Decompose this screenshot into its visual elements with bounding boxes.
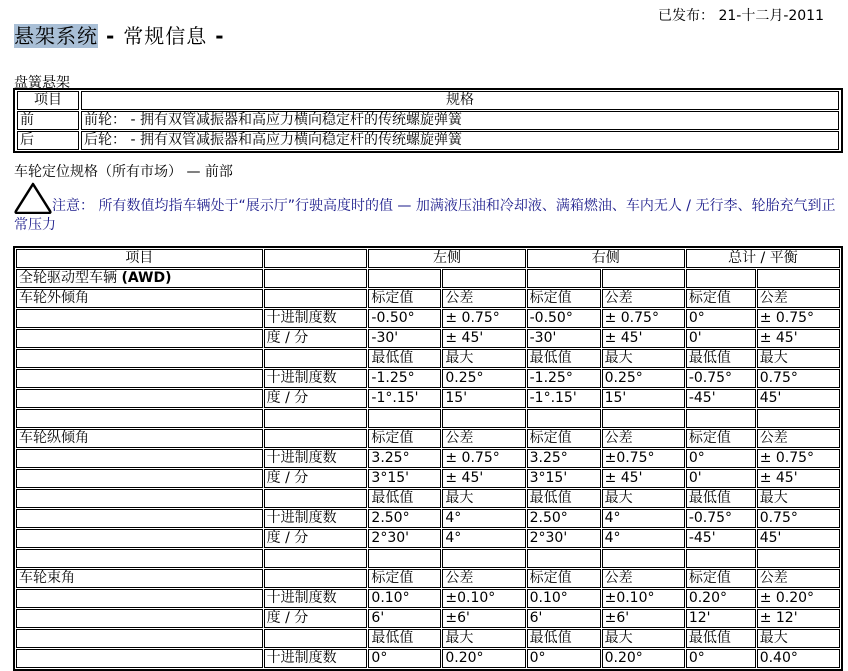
alignment-cell: 0.20° xyxy=(602,649,685,668)
alignment-cell: 公差 xyxy=(757,569,840,588)
alignment-cell: 2°30' xyxy=(368,529,441,548)
alignment-cell: -0.75° xyxy=(686,509,756,528)
awd-row xyxy=(16,269,840,288)
alignment-cell xyxy=(527,409,601,428)
alignment-cell xyxy=(757,549,840,568)
alignment-cell: 公差 xyxy=(757,429,840,448)
alignment-cell: ± 45' xyxy=(602,329,685,348)
title-main: 常规信息 xyxy=(123,24,208,48)
alignment-row xyxy=(16,469,840,488)
alignment-cell: 最大 xyxy=(442,489,525,508)
alignment-header-row xyxy=(16,249,840,268)
alignment-cell xyxy=(16,549,263,568)
alignment-section-heading: 车轮定位规格（所有市场） — 前部 xyxy=(14,164,233,180)
alignment-cell: 最低值 xyxy=(368,349,441,368)
alignment-row xyxy=(16,489,840,508)
spring-row-rear xyxy=(17,131,839,150)
alignment-cell: 0.40° xyxy=(757,649,840,668)
alignment-cell: 十进制度数 xyxy=(264,589,368,608)
alignment-cell: 公差 xyxy=(442,289,525,308)
alignment-cell: 车轮纵倾角 xyxy=(16,429,263,448)
col-blank xyxy=(264,249,368,268)
alignment-cell: 0° xyxy=(686,449,756,468)
alignment-cell: 4° xyxy=(602,529,685,548)
alignment-cell: 标定值 xyxy=(368,429,441,448)
alignment-cell xyxy=(16,409,263,428)
empty-cell xyxy=(602,269,685,288)
alignment-cell: 标定值 xyxy=(686,569,756,588)
alignment-note xyxy=(14,182,844,235)
alignment-cell: 0° xyxy=(527,649,601,668)
alignment-cell: ± 45' xyxy=(757,469,840,488)
alignment-cell: 6' xyxy=(527,609,601,628)
spring-item: 后 xyxy=(17,131,79,150)
alignment-cell: -0.50° xyxy=(368,309,441,328)
alignment-cell xyxy=(264,409,368,428)
alignment-cell: 最低值 xyxy=(686,629,756,648)
alignment-row xyxy=(16,649,840,668)
alignment-cell xyxy=(16,389,263,408)
alignment-cell xyxy=(527,549,601,568)
spring-row-front xyxy=(17,111,839,130)
alignment-cell: -45' xyxy=(686,389,756,408)
published-date: 已发布： 21-十二月-2011 xyxy=(658,8,824,24)
alignment-cell: 十进制度数 xyxy=(264,449,368,468)
title-highlight: 悬架系统 xyxy=(14,24,98,48)
alignment-cell: 公差 xyxy=(442,569,525,588)
alignment-cell xyxy=(264,629,368,648)
alignment-cell xyxy=(264,489,368,508)
alignment-cell: -30' xyxy=(368,329,441,348)
alignment-cell: 0.10° xyxy=(527,589,601,608)
alignment-cell: 公差 xyxy=(602,429,685,448)
alignment-cell: ±0.10° xyxy=(602,589,685,608)
alignment-cell: ± 12' xyxy=(757,609,840,628)
alignment-cell xyxy=(16,329,263,348)
alignment-cell: ± 45' xyxy=(442,329,525,348)
empty-cell xyxy=(368,269,441,288)
alignment-row xyxy=(16,349,840,368)
empty-cell xyxy=(527,269,601,288)
empty-cell xyxy=(264,269,368,288)
alignment-cell: 0.10° xyxy=(368,589,441,608)
alignment-cell xyxy=(368,409,441,428)
alignment-row xyxy=(16,309,840,328)
alignment-cell xyxy=(16,649,263,668)
alignment-cell: 标定值 xyxy=(527,289,601,308)
alignment-cell: ± 0.75° xyxy=(602,309,685,328)
col-item: 项目 xyxy=(16,249,263,268)
title-separator: - xyxy=(98,24,124,48)
alignment-cell: 0.25° xyxy=(602,369,685,388)
alignment-cell: 12' xyxy=(686,609,756,628)
alignment-cell: 最低值 xyxy=(368,629,441,648)
empty-cell xyxy=(442,269,525,288)
alignment-cell xyxy=(264,349,368,368)
alignment-cell: 车轮束角 xyxy=(16,569,263,588)
alignment-cell: 0° xyxy=(686,649,756,668)
alignment-cell: 3°15' xyxy=(368,469,441,488)
alignment-cell: 0.75° xyxy=(757,509,840,528)
alignment-cell: ± 0.20° xyxy=(757,589,840,608)
alignment-cell: 度 / 分 xyxy=(264,469,368,488)
alignment-cell: -1.25° xyxy=(368,369,441,388)
spring-table xyxy=(13,88,843,153)
alignment-cell: 标定值 xyxy=(686,289,756,308)
alignment-cell: 3.25° xyxy=(527,449,601,468)
alignment-cell: 2°30' xyxy=(527,529,601,548)
alignment-cell: 6' xyxy=(368,609,441,628)
alignment-cell: 2.50° xyxy=(527,509,601,528)
alignment-cell: 4° xyxy=(602,509,685,528)
alignment-cell xyxy=(16,589,263,608)
alignment-cell xyxy=(602,409,685,428)
alignment-cell: 公差 xyxy=(757,289,840,308)
alignment-row xyxy=(16,429,840,448)
alignment-cell: -0.50° xyxy=(527,309,601,328)
alignment-cell: 标定值 xyxy=(527,429,601,448)
alignment-row xyxy=(16,569,840,588)
alignment-cell: 最大 xyxy=(757,629,840,648)
col-left: 左侧 xyxy=(368,249,525,268)
col-total: 总计 / 平衡 xyxy=(686,249,840,268)
alignment-cell: -1.25° xyxy=(527,369,601,388)
alignment-cell: -1°.15' xyxy=(527,389,601,408)
alignment-cell: ± 45' xyxy=(602,469,685,488)
alignment-cell: 最低值 xyxy=(527,629,601,648)
alignment-cell xyxy=(16,609,263,628)
page-title xyxy=(14,20,225,49)
alignment-row xyxy=(16,589,840,608)
alignment-cell: 15' xyxy=(602,389,685,408)
alignment-cell xyxy=(442,409,525,428)
alignment-cell: 0' xyxy=(686,469,756,488)
alignment-cell: 度 / 分 xyxy=(264,329,368,348)
alignment-cell: 十进制度数 xyxy=(264,309,368,328)
alignment-cell: ± 0.75° xyxy=(757,309,840,328)
alignment-row xyxy=(16,369,840,388)
alignment-cell xyxy=(16,349,263,368)
alignment-row xyxy=(16,389,840,408)
alignment-cell xyxy=(264,569,368,588)
alignment-cell: 最大 xyxy=(442,349,525,368)
alignment-cell: 十进制度数 xyxy=(264,369,368,388)
alignment-cell xyxy=(686,409,756,428)
alignment-cell: 最低值 xyxy=(686,349,756,368)
alignment-cell: 3°15' xyxy=(527,469,601,488)
alignment-cell xyxy=(264,429,368,448)
alignment-row xyxy=(16,509,840,528)
awd-label xyxy=(16,269,263,288)
alignment-cell: 0.20° xyxy=(686,589,756,608)
spring-col-spec: 规格 xyxy=(81,91,839,110)
spring-section-heading: 盘簧悬架 xyxy=(14,75,70,91)
alignment-cell: 最大 xyxy=(442,629,525,648)
alignment-cell: 0.75° xyxy=(757,369,840,388)
alignment-cell: 最低值 xyxy=(527,489,601,508)
alignment-cell: ± 0.75° xyxy=(757,449,840,468)
alignment-cell: 标定值 xyxy=(368,569,441,588)
alignment-cell: 最大 xyxy=(602,489,685,508)
alignment-cell xyxy=(602,549,685,568)
alignment-cell: 十进制度数 xyxy=(264,509,368,528)
alignment-cell: 度 / 分 xyxy=(264,529,368,548)
alignment-cell: 最低值 xyxy=(686,489,756,508)
alignment-cell xyxy=(264,549,368,568)
alignment-cell xyxy=(16,509,263,528)
alignment-cell xyxy=(264,289,368,308)
awd-label-bold: (AWD) xyxy=(121,270,172,286)
awd-label-text: 全轮驱动型车辆 xyxy=(19,270,122,286)
alignment-cell xyxy=(368,549,441,568)
alignment-cell: 2.50° xyxy=(368,509,441,528)
alignment-cell: ±0.75° xyxy=(602,449,685,468)
alignment-cell: ± 45' xyxy=(757,329,840,348)
alignment-cell xyxy=(16,469,263,488)
alignment-cell: 标定值 xyxy=(368,289,441,308)
alignment-cell: 标定值 xyxy=(686,429,756,448)
title-separator-end: - xyxy=(207,24,225,48)
alignment-cell: 0° xyxy=(686,309,756,328)
alignment-cell xyxy=(16,309,263,328)
alignment-cell: ± 0.75° xyxy=(442,309,525,328)
spring-table-header xyxy=(17,91,839,110)
alignment-cell xyxy=(16,489,263,508)
alignment-cell: 标定值 xyxy=(527,569,601,588)
alignment-cell xyxy=(16,449,263,468)
alignment-cell: ±6' xyxy=(602,609,685,628)
alignment-cell: 度 / 分 xyxy=(264,389,368,408)
alignment-cell xyxy=(16,529,263,548)
alignment-row xyxy=(16,529,840,548)
col-right: 右侧 xyxy=(527,249,685,268)
alignment-cell: -1°.15' xyxy=(368,389,441,408)
alignment-cell xyxy=(16,629,263,648)
alignment-cell xyxy=(757,409,840,428)
alignment-cell: ±0.10° xyxy=(442,589,525,608)
alignment-row xyxy=(16,609,840,628)
alignment-cell: 最低值 xyxy=(368,489,441,508)
alignment-cell: 4° xyxy=(442,529,525,548)
alignment-cell: ± 0.75° xyxy=(442,449,525,468)
warning-triangle-icon xyxy=(14,182,52,214)
alignment-cell: 最大 xyxy=(757,349,840,368)
empty-cell xyxy=(686,269,756,288)
spring-spec: 前轮： - 拥有双管减振器和高应力横向稳定杆的传统螺旋弹簧 xyxy=(81,111,839,130)
alignment-cell: 45' xyxy=(757,389,840,408)
alignment-cell: 3.25° xyxy=(368,449,441,468)
alignment-row xyxy=(16,449,840,468)
empty-cell xyxy=(757,269,840,288)
alignment-cell: 度 / 分 xyxy=(264,609,368,628)
spring-spec: 后轮： - 拥有双管减振器和高应力横向稳定杆的传统螺旋弹簧 xyxy=(81,131,839,150)
alignment-cell: 公差 xyxy=(602,289,685,308)
alignment-row xyxy=(16,289,840,308)
alignment-cell xyxy=(686,549,756,568)
alignment-cell: -30' xyxy=(527,329,601,348)
alignment-row xyxy=(16,549,840,568)
alignment-cell: -0.75° xyxy=(686,369,756,388)
alignment-cell: ± 45' xyxy=(442,469,525,488)
alignment-cell xyxy=(442,549,525,568)
alignment-row xyxy=(16,629,840,648)
alignment-cell: 最大 xyxy=(602,629,685,648)
alignment-cell: 最大 xyxy=(757,489,840,508)
alignment-cell: 4° xyxy=(442,509,525,528)
alignment-note-text: 注意： 所有数值均指车辆处于“展示厅”行驶高度时的值 — 加满液压油和冷却液、满箱燃油、车内无人 / 无行李、轮胎充气到正常压力 xyxy=(14,198,836,233)
alignment-cell: -45' xyxy=(686,529,756,548)
alignment-cell xyxy=(16,369,263,388)
alignment-cell: 公差 xyxy=(442,429,525,448)
alignment-cell: 0' xyxy=(686,329,756,348)
alignment-cell: 0.25° xyxy=(442,369,525,388)
spring-col-item: 项目 xyxy=(17,91,79,110)
alignment-cell: 45' xyxy=(757,529,840,548)
alignment-cell: 0.20° xyxy=(442,649,525,668)
alignment-row xyxy=(16,329,840,348)
alignment-cell: ±6' xyxy=(442,609,525,628)
alignment-cell: 最大 xyxy=(602,349,685,368)
alignment-row xyxy=(16,409,840,428)
alignment-cell: 车轮外倾角 xyxy=(16,289,263,308)
alignment-cell: 最低值 xyxy=(527,349,601,368)
alignment-cell: 公差 xyxy=(602,569,685,588)
alignment-cell: 0° xyxy=(368,649,441,668)
alignment-table xyxy=(13,246,843,671)
alignment-cell: 15' xyxy=(442,389,525,408)
spring-item: 前 xyxy=(17,111,79,130)
alignment-cell: 十进制度数 xyxy=(264,649,368,668)
